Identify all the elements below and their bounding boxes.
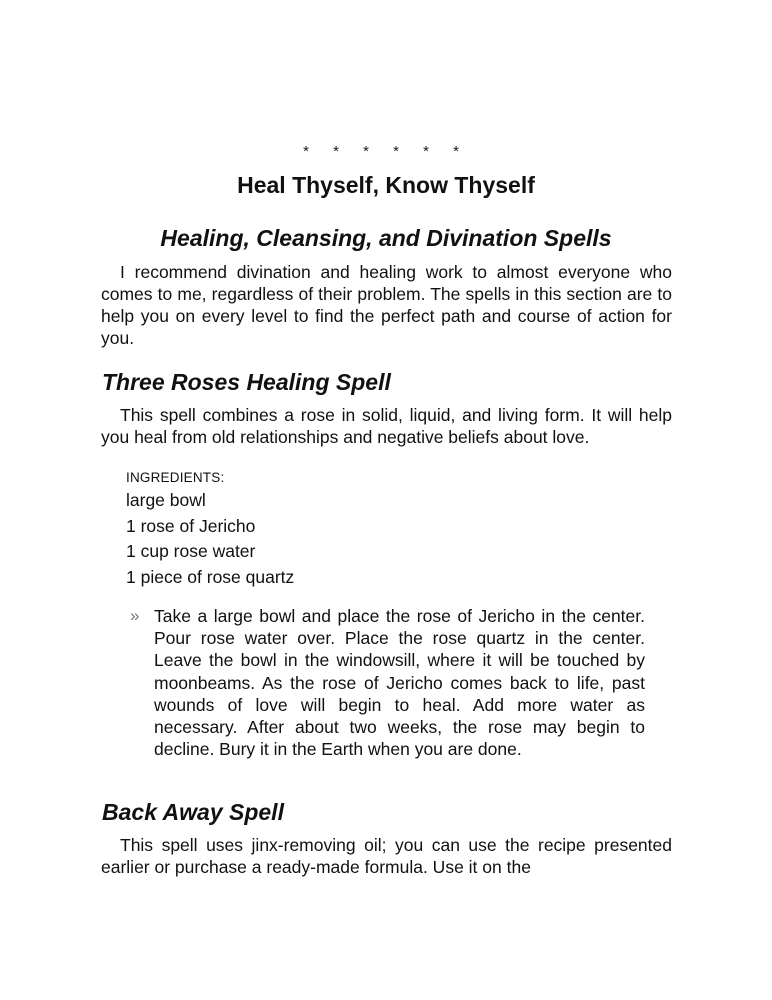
chapter-title: Heal Thyself, Know Thyself (237, 172, 535, 198)
intro-paragraph: I recommend divination and healing work to almost everyone who comes to me, regardless of their problem. The spells in this section are to help you on every level to find the perfect path and course of action for you. (101, 262, 672, 348)
ingredients-list (126, 468, 294, 590)
back-away-description: This spell uses jinx-removing oil; you can use the recipe presented earlier or purchase a ready-made formula. Use it on the (101, 835, 672, 877)
section-divider-ornament: * * * * * * (303, 143, 469, 160)
ingredient-item: 1 rose of Jericho (126, 515, 256, 536)
three-roses-heading: Three Roses Healing Spell (102, 369, 391, 395)
section-title: Healing, Cleansing, and Divination Spells (160, 225, 612, 251)
ingredient-item: 1 cup rose water (126, 541, 256, 561)
ingredient-item: 1 piece of rose quartz (126, 566, 295, 587)
three-roses-description: This spell combines a rose in solid, liquid, and living form. It will help you heal from old relationships and negative beliefs about love. (101, 405, 672, 447)
instruction-step (130, 605, 645, 760)
instruction-text: Take a large bowl and place the rose of Jericho in the center. Pour rose water over. Place the rose quartz in the center. Leave the bowl in the windowsill, where it will be touched by moonbeams. As the rose of Jericho comes back to life, past wounds of love will begin to heal. Add more water as necessary. After about two weeks, the rose may begin to decline. Bury it in the Earth when you are done. (154, 606, 645, 760)
step-bullet-icon: » (130, 606, 140, 625)
back-away-heading: Back Away Spell (102, 799, 284, 825)
ingredient-item: large bowl (126, 490, 206, 510)
ingredients-label: INGREDIENTS: (126, 470, 225, 485)
